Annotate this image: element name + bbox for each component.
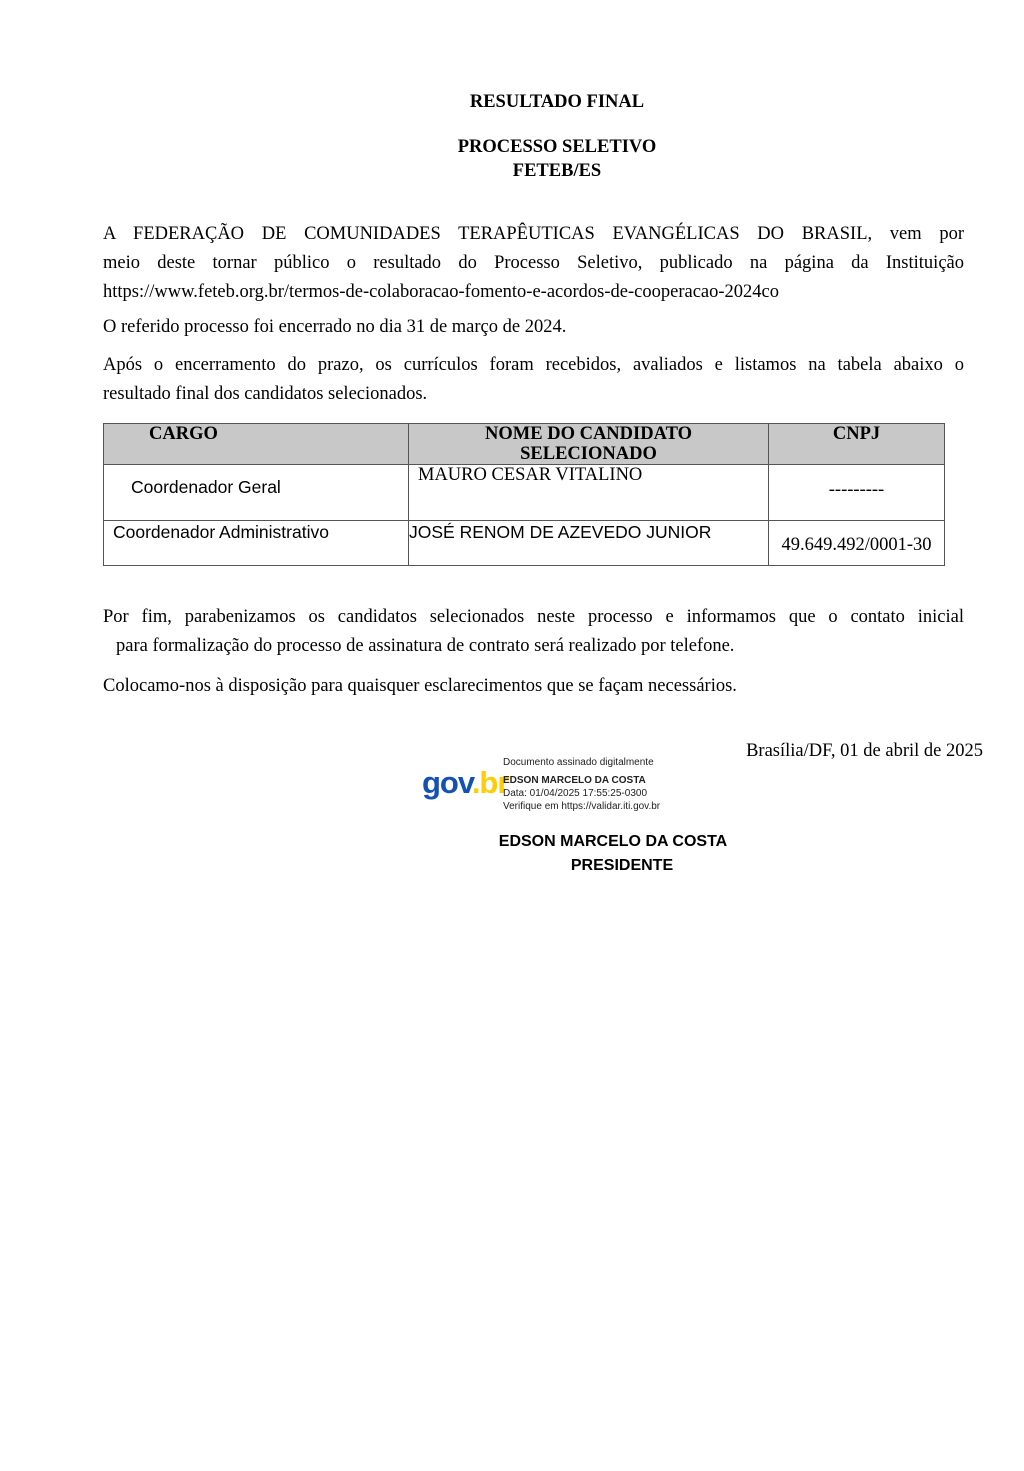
row-2-nome: JOSÉ RENOM DE AZEVEDO JUNIOR — [409, 521, 769, 566]
intro-line-1: A FEDERAÇÃO DE COMUNIDADES TERAPÊUTICAS EVANGÉLICAS DO BRASIL, vem por — [103, 224, 964, 244]
row-1-cargo: Coordenador Geral — [104, 465, 409, 521]
header-cnpj: CNPJ — [769, 424, 945, 465]
process-title: PROCESSO SELETIVO — [457, 137, 657, 157]
final-line-2: para formalização do processo de assinatura de contrato será realizado por telefone. — [116, 636, 735, 656]
intro-line-3: https://www.feteb.org.br/termos-de-colaboracao-fomento-e-acordos-de-cooperacao-2024co — [103, 282, 779, 302]
govbr-logo-br: .br — [471, 765, 509, 800]
signature-date: Data: 01/04/2025 17:55:25-0300 — [503, 788, 648, 799]
intro-paragraph — [103, 220, 964, 307]
availability-text: Colocamo-nos à disposição para quaisquer esclarecimentos que se façam necessários. — [103, 676, 737, 696]
row-2-cargo: Coordenador Administrativo — [104, 521, 409, 566]
signature-label: Documento assinado digitalmente — [503, 757, 654, 768]
closing-date-text: O referido processo foi encerrado no dia 31 de março de 2024. — [103, 317, 567, 337]
document-title: RESULTADO FINAL — [469, 92, 645, 112]
table-header-row — [104, 424, 945, 465]
evaluation-line-2: resultado final dos candidatos selecionados. — [103, 384, 428, 404]
row-1-cnpj: --------- — [769, 465, 945, 521]
header-cargo: CARGO — [104, 424, 409, 465]
results-table — [103, 423, 945, 566]
table-row — [104, 521, 945, 566]
header-nome-line-1: NOME DO CANDIDATO — [485, 424, 692, 444]
evaluation-line-1: Após o encerramento do prazo, os currículos foram recebidos, avaliados e listamos na tabela abaixo o — [103, 355, 964, 375]
evaluation-paragraph — [103, 351, 964, 409]
signature-verify-url: Verifique em https://validar.iti.gov.br — [503, 801, 661, 812]
final-paragraph — [103, 603, 964, 661]
digital-signature-block — [503, 756, 660, 813]
place-date: Brasília/DF, 01 de abril de 2025 — [746, 741, 983, 761]
signer-role: PRESIDENTE — [570, 857, 674, 874]
row-2-cnpj: 49.649.492/0001-30 — [769, 521, 945, 566]
govbr-logo — [422, 765, 508, 801]
table-row — [104, 465, 945, 521]
header-nome-line-2: SELECIONADO — [520, 444, 657, 464]
govbr-logo-gov: gov — [422, 765, 472, 800]
organization-code: FETEB/ES — [512, 161, 602, 181]
header-nome — [409, 424, 769, 465]
final-line-1: Por fim, parabenizamos os candidatos selecionados neste processo e informamos que o contato inicial — [103, 607, 964, 627]
row-1-nome: MAURO CESAR VITALINO — [409, 465, 769, 521]
signer-name: EDSON MARCELO DA COSTA — [498, 833, 728, 850]
intro-line-2: meio deste tornar público o resultado do Processo Seletivo, publicado na página da Instituição — [103, 253, 964, 273]
signature-signer-name: EDSON MARCELO DA COSTA — [503, 775, 646, 786]
